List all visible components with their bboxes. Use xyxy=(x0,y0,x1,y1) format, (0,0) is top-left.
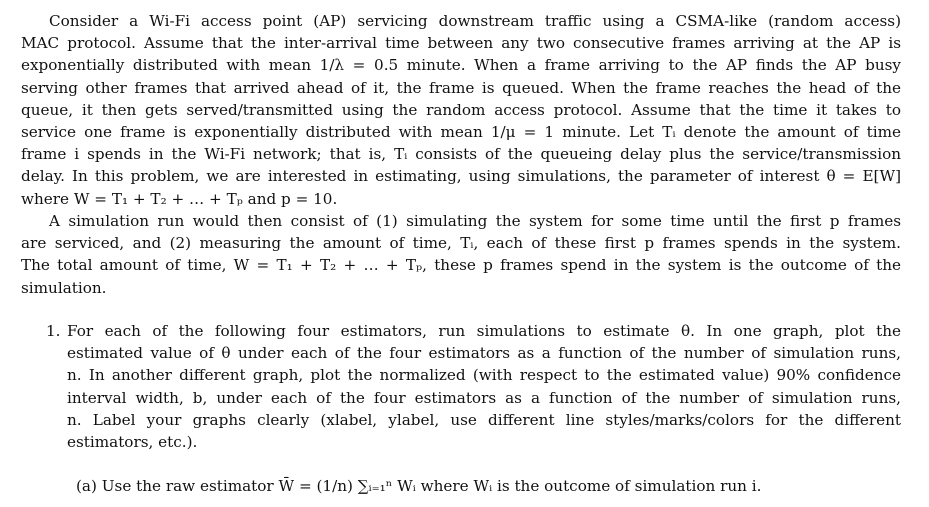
numbered-item-1 xyxy=(46,320,901,453)
item-line: n. Label your graphs clearly (xlabel, ylabel, use different line styles/marks/colors for the different xyxy=(67,410,901,429)
paragraph-line: delay. In this problem, we are interested in estimating, using simulations, the parameter of interest θ = E[W] xyxy=(21,167,901,186)
paragraph-line: A simulation run would then consist of (1) simulating the system for some time until the first p frames xyxy=(49,212,901,230)
paragraph-line: queue, it then gets served/transmitted using the random access protocol. Assume that the time it takes to xyxy=(21,100,901,119)
item-line: n. In another different graph, plot the normalized (with respect to the estimated value) 90% confidence xyxy=(67,366,901,385)
paragraph-line: simulation. xyxy=(21,278,107,297)
paragraph-line: where W = T₁ + T₂ + … + Tₚ and p = 10. xyxy=(21,189,338,208)
paragraph-line: Consider a Wi-Fi access point (AP) servicing downstream traffic using a CSMA-like (random access) xyxy=(49,12,901,30)
item-line: estimated value of θ under each of the four estimators as a function of the number of simulation runs, xyxy=(67,344,901,363)
paragraph-line: MAC protocol. Assume that the inter-arrival time between any two consecutive frames arriving at the AP is xyxy=(21,34,901,53)
paragraph-line: service one frame is exponentially distributed with mean 1/μ = 1 minute. Let Tᵢ denote the amount of time xyxy=(21,122,901,141)
item-line: interval width, b, under each of the four estimators as a function of the number of simulation runs, xyxy=(67,388,901,407)
paragraph-line: The total amount of time, W = T₁ + T₂ + … + Tₚ, these p frames spend in the system is the outcome of the xyxy=(21,256,901,275)
subitem-a: (a) Use the raw estimator W̄ = (1/n) ∑ᵢ₌₁ⁿ Wᵢ where Wᵢ is the outcome of simulation run i. xyxy=(76,477,762,495)
paragraph-line: exponentially distributed with mean 1/λ = 0.5 minute. When a frame arriving to the AP finds the AP busy xyxy=(21,56,901,75)
item-number: 1. xyxy=(46,322,61,340)
item-line: estimators, etc.). xyxy=(67,432,198,451)
paragraph-line: frame i spends in the Wi-Fi network; that is, Tᵢ consists of the queueing delay plus the service/transmission xyxy=(21,145,901,164)
item-line: For each of the following four estimators, run simulations to estimate θ. In one graph, plot the xyxy=(67,322,901,340)
intro-paragraph xyxy=(21,10,901,210)
simulation-paragraph xyxy=(21,210,901,299)
paragraph-line: are serviced, and (2) measuring the amount of time, Tᵢ, each of these first p frames spends in the system. xyxy=(21,234,901,253)
paragraph-line: serving other frames that arrived ahead of it, the frame is queued. When the frame reaches the head of the xyxy=(21,78,901,97)
